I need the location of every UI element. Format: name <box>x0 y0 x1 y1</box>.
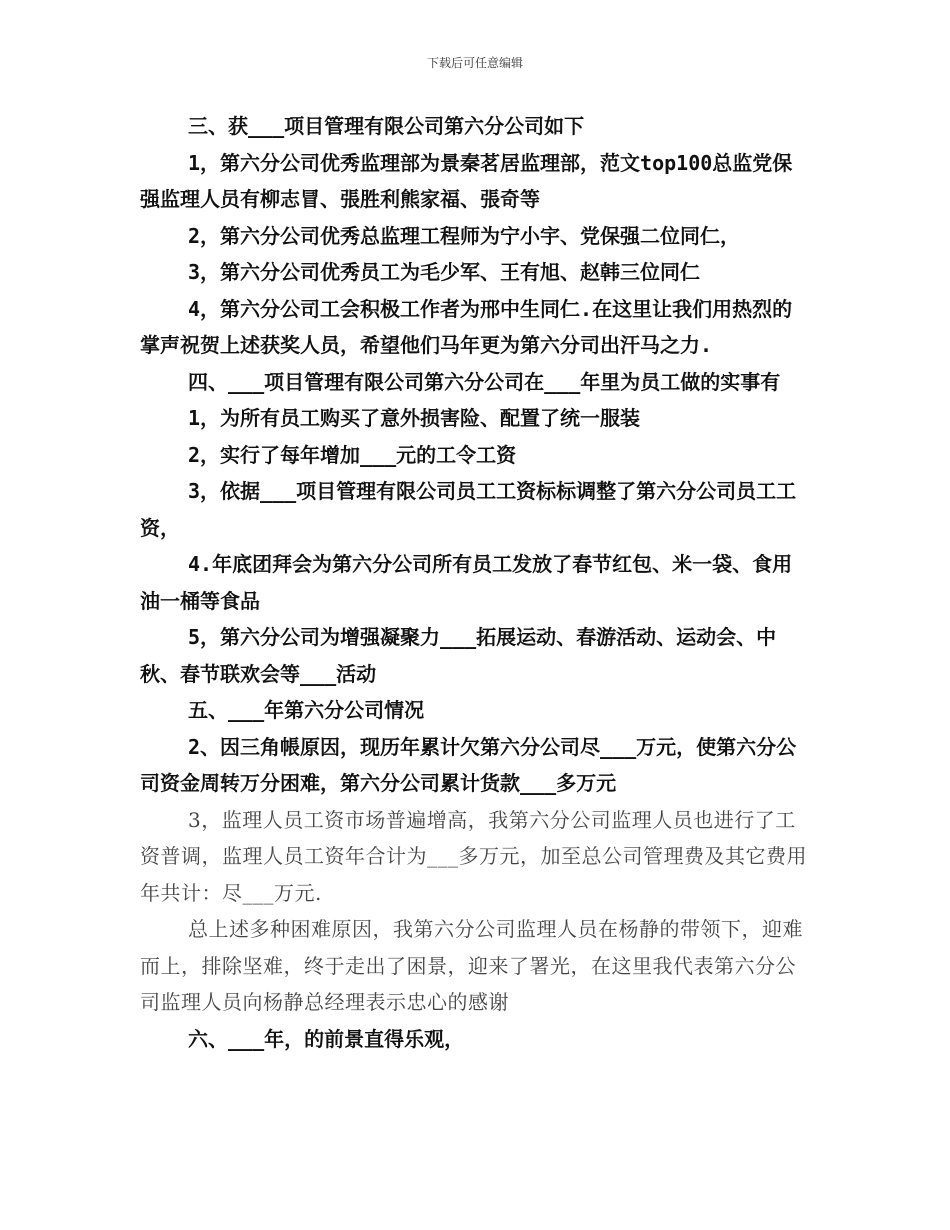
paragraph: 4.年底团拜会为第六分公司所有员工发放了春节红包、米一袋、食用油一桶等食品 <box>140 552 793 613</box>
page-header: 下载后可任意编辑 <box>426 56 523 70</box>
paragraph: 四、___项目管理有限公司第六分公司在___年里为员工做的实事有 <box>188 369 781 394</box>
paragraph: 2、因三角帳原因，现历年累计欠第六分公司尽___万元，使第六分公司资金周转万分困难，第六分公司累计货款___多万元 <box>140 734 797 795</box>
paragraph: 3，依据___项目管理有限公司员工工资标标调整了第六分公司员工工资， <box>140 479 797 540</box>
paragraph: 3，监理人员工资市场普遍增高，我第六分公司监理人员也进行了工资普调，监理人员工资年合计为___多万元，加至总公司管理费及其它费用年共计：尽___万元. <box>140 807 807 905</box>
paragraph: 5，第六分公司为增强凝聚力___拓展运动、春游活动、运动会、中秋、春节联欢会等___活动 <box>140 625 777 686</box>
paragraph: 3，第六分公司优秀员工为毛少军、王有旭、赵韩三位同仁 <box>188 260 701 284</box>
paragraph: 2，第六分公司优秀总监理工程师为宁小宇、党保强二位同仁， <box>188 223 741 248</box>
paragraph: 1，为所有员工购买了意外损害险、配置了统一服装 <box>188 406 641 430</box>
paragraph: 2，实行了每年增加___元的工令工资 <box>188 442 517 467</box>
paragraph: 4，第六分公司工会积极工作者为邢中生同仁.在这里让我们用热烈的掌声祝贺上述获奖人员，希望他们马年更为第六分司出汗马之力. <box>140 296 793 357</box>
document-body <box>140 108 812 1057</box>
paragraph: 三、获___项目管理有限公司第六分公司如下 <box>188 114 585 138</box>
paragraph: 六、___年，的前景直得乐观， <box>188 1026 465 1051</box>
paragraph: 五、___年第六分公司情况 <box>188 698 425 722</box>
paragraph: 1，第六分公司优秀监理部为景秦茗居监理部，范文top100总监党保强监理人员有柳志冒、張胜利熊家福、張奇等 <box>140 150 793 211</box>
paragraph: 总上述多种困难原因，我第六分公司监理人员在杨静的带领下，迎难而上，排除坚难，终于走出了困景，迎来了署光，在这里我代表第六分公司监理人员向杨静总经理表示忠心的感谢 <box>140 917 803 1014</box>
